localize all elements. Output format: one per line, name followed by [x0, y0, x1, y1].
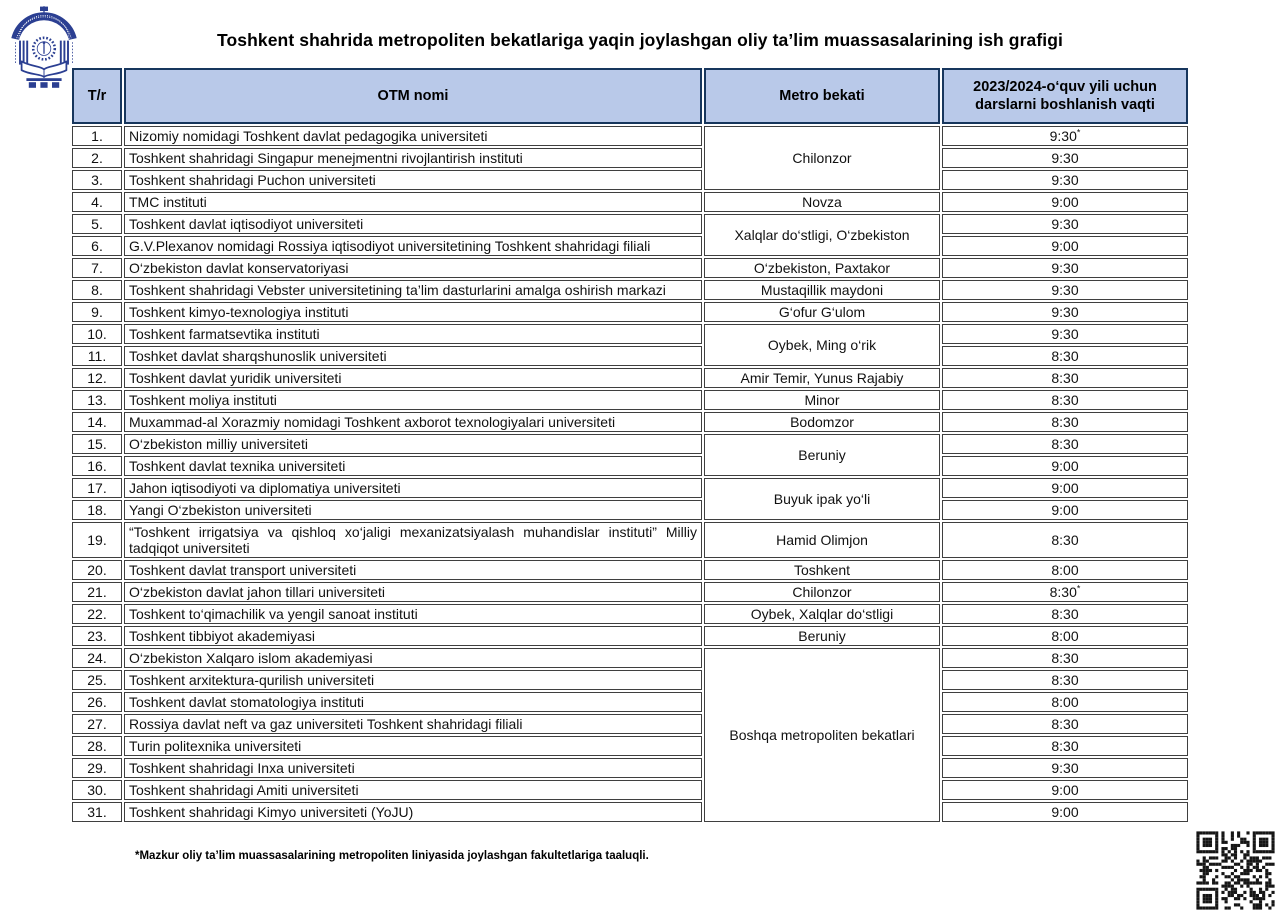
row-number: 8.: [72, 280, 122, 300]
table-row: [72, 412, 1188, 432]
table-row: [72, 192, 1188, 212]
start-time: 8:30: [942, 390, 1188, 410]
row-number: 21.: [72, 582, 122, 602]
metro-station: Mustaqillik maydoni: [704, 280, 940, 300]
row-number: 13.: [72, 390, 122, 410]
row-number: 22.: [72, 604, 122, 624]
table-row: [72, 522, 1188, 558]
qr-code: [1191, 827, 1280, 914]
table-row: [72, 170, 1188, 190]
metro-station: G‘ofur G‘ulom: [704, 302, 940, 322]
row-number: 7.: [72, 258, 122, 278]
row-number: 14.: [72, 412, 122, 432]
table-row: [72, 582, 1188, 602]
row-number: 17.: [72, 478, 122, 498]
row-number: 15.: [72, 434, 122, 454]
university-name: G.V.Plexanov nomidagi Rossiya iqtisodiyot universitetining Toshkent shahridagi filiali: [124, 236, 702, 256]
university-name: O‘zbekiston milliy universiteti: [124, 434, 702, 454]
metro-station: Toshkent: [704, 560, 940, 580]
metro-station: Xalqlar do‘stligi, O‘zbekiston: [704, 214, 940, 256]
page-title: Toshkent shahrida metropoliten bekatlariga yaqin joylashgan oliy ta’lim muassasalarining ish grafigi: [216, 30, 1063, 50]
start-time: 8:30: [942, 670, 1188, 690]
header-tr: T/r: [72, 68, 122, 124]
row-number: 2.: [72, 148, 122, 168]
metro-station: Beruniy: [704, 626, 940, 646]
university-name: O‘zbekiston davlat jahon tillari universiteti: [124, 582, 702, 602]
metro-station: Beruniy: [704, 434, 940, 476]
table-row: [72, 258, 1188, 278]
university-name: Toshkent to‘qimachilik va yengil sanoat instituti: [124, 604, 702, 624]
row-number: 29.: [72, 758, 122, 778]
start-time: 9:30: [942, 148, 1188, 168]
start-time: 9:30: [942, 324, 1188, 344]
start-time: 9:00: [942, 500, 1188, 520]
table-row: [72, 648, 1188, 668]
university-name: Toshkent davlat iqtisodiyot universiteti: [124, 214, 702, 234]
row-number: 4.: [72, 192, 122, 212]
university-name: O‘zbekiston Xalqaro islom akademiyasi: [124, 648, 702, 668]
table-row: [72, 714, 1188, 734]
row-number: 28.: [72, 736, 122, 756]
start-time: 9:30*: [942, 126, 1188, 146]
table-row: [72, 736, 1188, 756]
start-time: 8:00: [942, 560, 1188, 580]
start-time: 9:30: [942, 302, 1188, 322]
university-name: Toshkent moliya instituti: [124, 390, 702, 410]
table-row: [72, 560, 1188, 580]
university-name: Yangi O‘zbekiston universiteti: [124, 500, 702, 520]
row-number: 11.: [72, 346, 122, 366]
table-row: [72, 434, 1188, 454]
university-name: Toshkent arxitektura-qurilish universiteti: [124, 670, 702, 690]
university-name: O‘zbekiston davlat konservatoriyasi: [124, 258, 702, 278]
start-time: 9:30: [942, 170, 1188, 190]
table-header: [72, 68, 1188, 124]
university-name: Toshkent shahridagi Amiti universiteti: [124, 780, 702, 800]
university-name: Toshkent tibbiyot akademiyasi: [124, 626, 702, 646]
start-time: 8:30: [942, 412, 1188, 432]
footnote-marker: *: [1076, 127, 1081, 138]
table-row: [72, 214, 1188, 234]
university-name: Nizomiy nomidagi Toshkent davlat pedagogika universiteti: [124, 126, 702, 146]
footnote-marker: *: [1076, 583, 1081, 594]
table-row: [72, 456, 1188, 476]
metro-station: Novza: [704, 192, 940, 212]
table-row: [72, 758, 1188, 778]
university-name: Toshkent kimyo-texnologiya instituti: [124, 302, 702, 322]
table-row: [72, 604, 1188, 624]
header-row: [72, 68, 1188, 124]
table-row: [72, 478, 1188, 498]
university-name: Toshkent davlat yuridik universiteti: [124, 368, 702, 388]
start-time: 8:30: [942, 648, 1188, 668]
university-name: “Toshkent irrigatsiya va qishloq xo‘jaligi mexanizatsiyalash muhandislar instituti” Milliy tadqiqot universiteti: [124, 522, 702, 558]
metro-station: Boshqa metropoliten bekatlari: [704, 648, 940, 822]
table-row: [72, 236, 1188, 256]
table-row: [72, 692, 1188, 712]
university-name: Toshkent davlat stomatologiya instituti: [124, 692, 702, 712]
row-number: 27.: [72, 714, 122, 734]
header-otm: OTM nomi: [124, 68, 702, 124]
header-time: 2023/2024-o‘quv yili uchun darslarni boshlanish vaqti: [942, 68, 1188, 124]
start-time: 8:30: [942, 604, 1188, 624]
university-name: Muxammad-al Xorazmiy nomidagi Toshkent axborot texnologiyalari universiteti: [124, 412, 702, 432]
table-row: [72, 780, 1188, 800]
table-row: [72, 280, 1188, 300]
start-time: 8:30: [942, 346, 1188, 366]
metro-station: Bodomzor: [704, 412, 940, 432]
row-number: 12.: [72, 368, 122, 388]
metro-station: Hamid Olimjon: [704, 522, 940, 558]
start-time: 8:30: [942, 368, 1188, 388]
table-row: [72, 390, 1188, 410]
row-number: 5.: [72, 214, 122, 234]
row-number: 26.: [72, 692, 122, 712]
schedule-table: [70, 66, 1190, 824]
row-number: 31.: [72, 802, 122, 822]
start-time: 8:00: [942, 692, 1188, 712]
start-time: 9:30: [942, 214, 1188, 234]
start-time: 8:30: [942, 522, 1188, 558]
row-number: 6.: [72, 236, 122, 256]
university-name: Toshkent shahridagi Singapur menejmentni rivojlantirish instituti: [124, 148, 702, 168]
table-row: [72, 670, 1188, 690]
start-time: 8:00: [942, 626, 1188, 646]
table-row: [72, 324, 1188, 344]
university-name: Toshket davlat sharqshunoslik universiteti: [124, 346, 702, 366]
start-time: 9:00: [942, 192, 1188, 212]
row-number: 25.: [72, 670, 122, 690]
metro-station: Chilonzor: [704, 582, 940, 602]
start-time: 9:00: [942, 780, 1188, 800]
start-time: 8:30*: [942, 582, 1188, 602]
metro-station: Minor: [704, 390, 940, 410]
metro-station: Amir Temir, Yunus Rajabiy: [704, 368, 940, 388]
row-number: 24.: [72, 648, 122, 668]
metro-station: Buyuk ipak yo‘li: [704, 478, 940, 520]
metro-station: O‘zbekiston, Paxtakor: [704, 258, 940, 278]
start-time: 9:30: [942, 280, 1188, 300]
start-time: 8:30: [942, 736, 1188, 756]
metro-station: Chilonzor: [704, 126, 940, 190]
footnote: *Mazkur oliy ta’lim muassasalarining metropoliten liniyasida joylashgan fakultetlariga taaluqli.: [135, 850, 649, 862]
table-row: [72, 148, 1188, 168]
table-row: [72, 368, 1188, 388]
row-number: 30.: [72, 780, 122, 800]
university-name: TMC instituti: [124, 192, 702, 212]
university-name: Toshkent shahridagi Puchon universiteti: [124, 170, 702, 190]
university-name: Toshkent shahridagi Kimyo universiteti (YoJU): [124, 802, 702, 822]
row-number: 3.: [72, 170, 122, 190]
university-name: Jahon iqtisodiyoti va diplomatiya universiteti: [124, 478, 702, 498]
start-time: 9:00: [942, 236, 1188, 256]
university-name: Toshkent davlat transport universiteti: [124, 560, 702, 580]
start-time: 9:30: [942, 758, 1188, 778]
metro-station: Oybek, Xalqlar do‘stligi: [704, 604, 940, 624]
row-number: 16.: [72, 456, 122, 476]
row-number: 23.: [72, 626, 122, 646]
table-row: [72, 802, 1188, 822]
row-number: 10.: [72, 324, 122, 344]
university-name: Rossiya davlat neft va gaz universiteti Toshkent shahridagi filiali: [124, 714, 702, 734]
start-time: 9:00: [942, 802, 1188, 822]
row-number: 19.: [72, 522, 122, 558]
row-number: 20.: [72, 560, 122, 580]
start-time: 8:30: [942, 434, 1188, 454]
university-name: Turin politexnika universiteti: [124, 736, 702, 756]
header-metro: Metro bekati: [704, 68, 940, 124]
row-number: 18.: [72, 500, 122, 520]
table-row: [72, 126, 1188, 146]
table-row: [72, 346, 1188, 366]
table-row: [72, 302, 1188, 322]
start-time: 9:30: [942, 258, 1188, 278]
start-time: 9:00: [942, 456, 1188, 476]
university-name: Toshkent farmatsevtika instituti: [124, 324, 702, 344]
table-row: [72, 626, 1188, 646]
start-time: 8:30: [942, 714, 1188, 734]
university-name: Toshkent davlat texnika universiteti: [124, 456, 702, 476]
start-time: 9:00: [942, 478, 1188, 498]
table-row: [72, 500, 1188, 520]
metro-station: Oybek, Ming o‘rik: [704, 324, 940, 366]
row-number: 9.: [72, 302, 122, 322]
row-number: 1.: [72, 126, 122, 146]
university-name: Toshkent shahridagi Vebster universitetining ta’lim dasturlarini amalga oshirish markazi: [124, 280, 702, 300]
university-name: Toshkent shahridagi Inxa universiteti: [124, 758, 702, 778]
